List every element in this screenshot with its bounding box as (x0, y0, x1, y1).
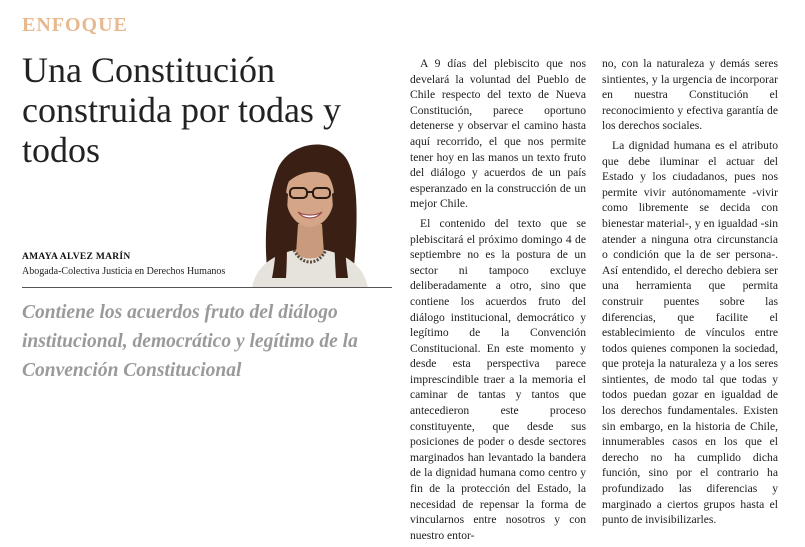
body-column-1 (410, 56, 586, 547)
paragraph: no, con la naturaleza y demás seres sintientes, y la urgencia de incorporar en nuestra Constitución el reconocimiento y efectiva garantía de los derechos sociales. (602, 57, 778, 133)
author-photo (248, 138, 372, 288)
article-headline: Una Constitución construida por todas y todos (22, 50, 341, 170)
paragraph: La dignidad humana es el atributo que debe iluminar el actuar del Estado y los ciudadanos, pues nos permite vivir autónomamente -vivir como libremente se decida con bienestar material-, y en igualdad -sin atender a ninguna otra circunstancia o condición que la de ser persona-. Así entendido, el derecho debiera ser una herramienta que permita construir puentes sobre las diferencias, que facilite el establecimiento de vínculos entre todos quienes componen la sociedad, que proteja la naturaleza y a los seres sintientes, de modo tal que todas y todos puedan gozar en igualdad de los derechos fundamentales. Existen sin embargo, en la historia de Chile, innumerables casos en los que el derecho no ha cumplido dicha función, sino por el contrario ha profundizado las diferencias y marginado a ciertos grupos hasta el punto de invisibilizarles. (602, 138, 778, 527)
section-label: ENFOQUE (22, 14, 128, 36)
pull-quote: Contiene los acuerdos fruto del diálogo institucional, democrático y legítimo de la Convención Constitucional (22, 302, 358, 381)
body-column-2 (602, 56, 778, 532)
paragraph: A 9 días del plebiscito que nos develará la voluntad del Pueblo de Chile respecto del texto de Nueva Constitución, parece oportuno detenerse y observar el camino hasta aquí recorrido, el que nos permite tener hoy en las manos un texto fruto del diálogo y acuerdos de un país esperanzado en la construcción de un mejor Chile. (410, 57, 586, 211)
author-name: AMAYA ALVEZ MARÍN (22, 252, 131, 262)
author-role: Abogada-Colectiva Justicia en Derechos Humanos (22, 266, 226, 277)
paragraph: El contenido del texto que se plebiscitará el próximo domingo 4 de septiembre no es la postura de un sector ni tampoco excluye deliberadamente a otro, sino que contiene los acuerdos fruto del diálogo institucional, democrático y legítimo de la Convención Constitucional. En este momento y desde esta perspectiva parece imprescindible traer a la memoria el caminar de tantas y tantos que antecedieron este proceso constituyente, que desde sus posiciones de poder o desde sectores marginados han levantado la bandera de la dignidad humana como centro y fin de la protección del Estado, la necesidad de repensar la forma de vincularnos entre nosotros y con nuestro entor- (410, 216, 586, 542)
author-byline (22, 252, 252, 277)
divider-rule (22, 287, 392, 288)
